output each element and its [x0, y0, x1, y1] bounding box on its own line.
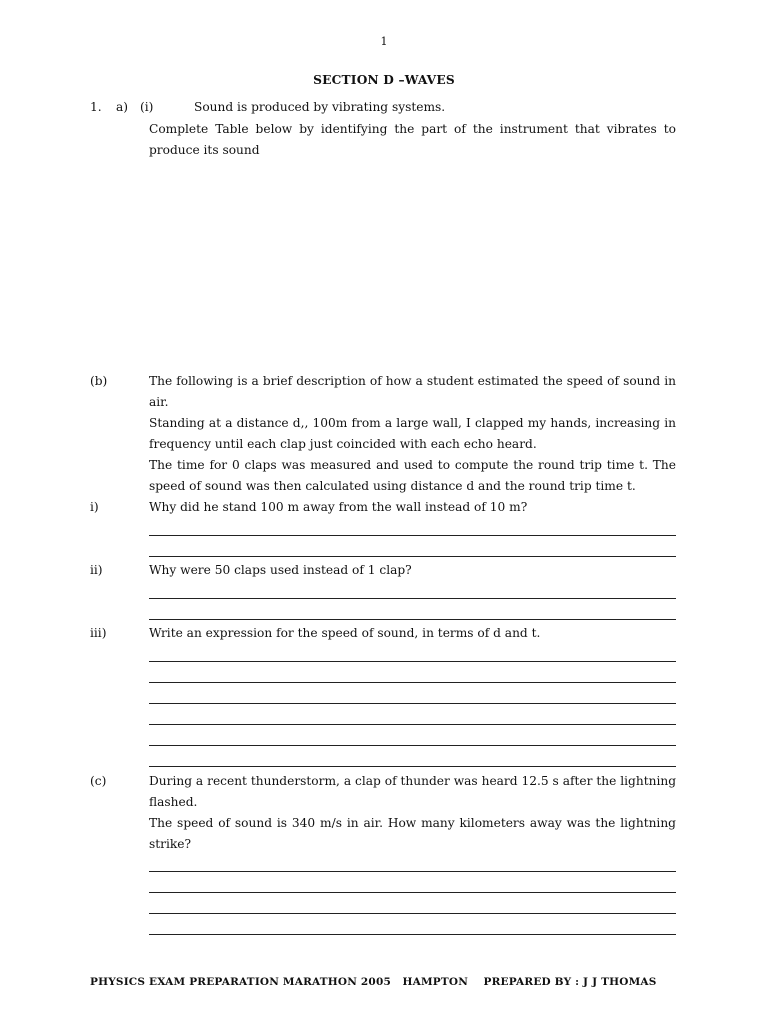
q1c-paragraph: During a recent thunderstorm, a clap of thunder was heard 12.5 s after the lightning flashed.: [149, 774, 676, 809]
q1c-paragraph: The speed of sound is 340 m/s in air. How many kilometers away was the lightning strike?: [149, 816, 676, 851]
answer-line[interactable]: [149, 724, 676, 725]
answer-line[interactable]: [149, 556, 676, 557]
answer-line[interactable]: [149, 661, 676, 662]
q1b-iii-label: iii): [90, 626, 107, 640]
q1b-label: (b): [90, 374, 108, 388]
q1b-paragraph: The time for 0 claps was measured and used to compute the round trip time t. The speed of sound was then calculated using distance d and the round trip time t.: [149, 458, 676, 493]
q1b-i-question: Why did he stand 100 m away from the wall instead of 10 m?: [149, 500, 528, 514]
answer-line[interactable]: [149, 682, 676, 683]
q1a-instruction-text: Complete Table below by identifying the part of the instrument that vibrates to produce its sound: [149, 122, 676, 157]
answer-line[interactable]: [149, 871, 676, 872]
answer-line[interactable]: [149, 745, 676, 746]
answer-line[interactable]: [149, 535, 676, 536]
section-title: SECTION D –WAVES: [313, 73, 455, 87]
q1a-intro: Sound is produced by vibrating systems.: [194, 100, 446, 114]
answer-line[interactable]: [149, 619, 676, 620]
q1-number: 1.: [90, 100, 102, 114]
q1b-ii-question: Why were 50 claps used instead of 1 clap?: [149, 563, 412, 577]
answer-line[interactable]: [149, 913, 676, 914]
answer-line[interactable]: [149, 598, 676, 599]
q1c-label: (c): [90, 774, 107, 788]
answer-line[interactable]: [149, 703, 676, 704]
q1a-sub-label: (i): [140, 100, 154, 114]
q1b-paragraph: Standing at a distance d,, 100m from a large wall, I clapped my hands, increasing in frequency until each clap just coincided with each echo heard.: [149, 416, 676, 451]
q1b-iii-question: Write an expression for the speed of sound, in terms of d and t.: [149, 626, 541, 640]
answer-line[interactable]: [149, 934, 676, 935]
answer-line[interactable]: [149, 892, 676, 893]
answer-line[interactable]: [149, 766, 676, 767]
q1b-i-label: i): [90, 500, 99, 514]
page-footer: PHYSICS EXAM PREPARATION MARATHON 2005 HAMPTON PREPARED BY : J J THOMAS: [90, 976, 657, 988]
page-number: 1: [380, 35, 388, 48]
q1a-label: a): [116, 100, 129, 114]
q1c-description: [149, 771, 676, 855]
q1b-ii-label: ii): [90, 563, 103, 577]
q1b-description: [149, 371, 676, 497]
q1a-instruction: [149, 119, 676, 161]
q1b-paragraph: The following is a brief description of how a student estimated the speed of sound in air.: [149, 374, 676, 409]
